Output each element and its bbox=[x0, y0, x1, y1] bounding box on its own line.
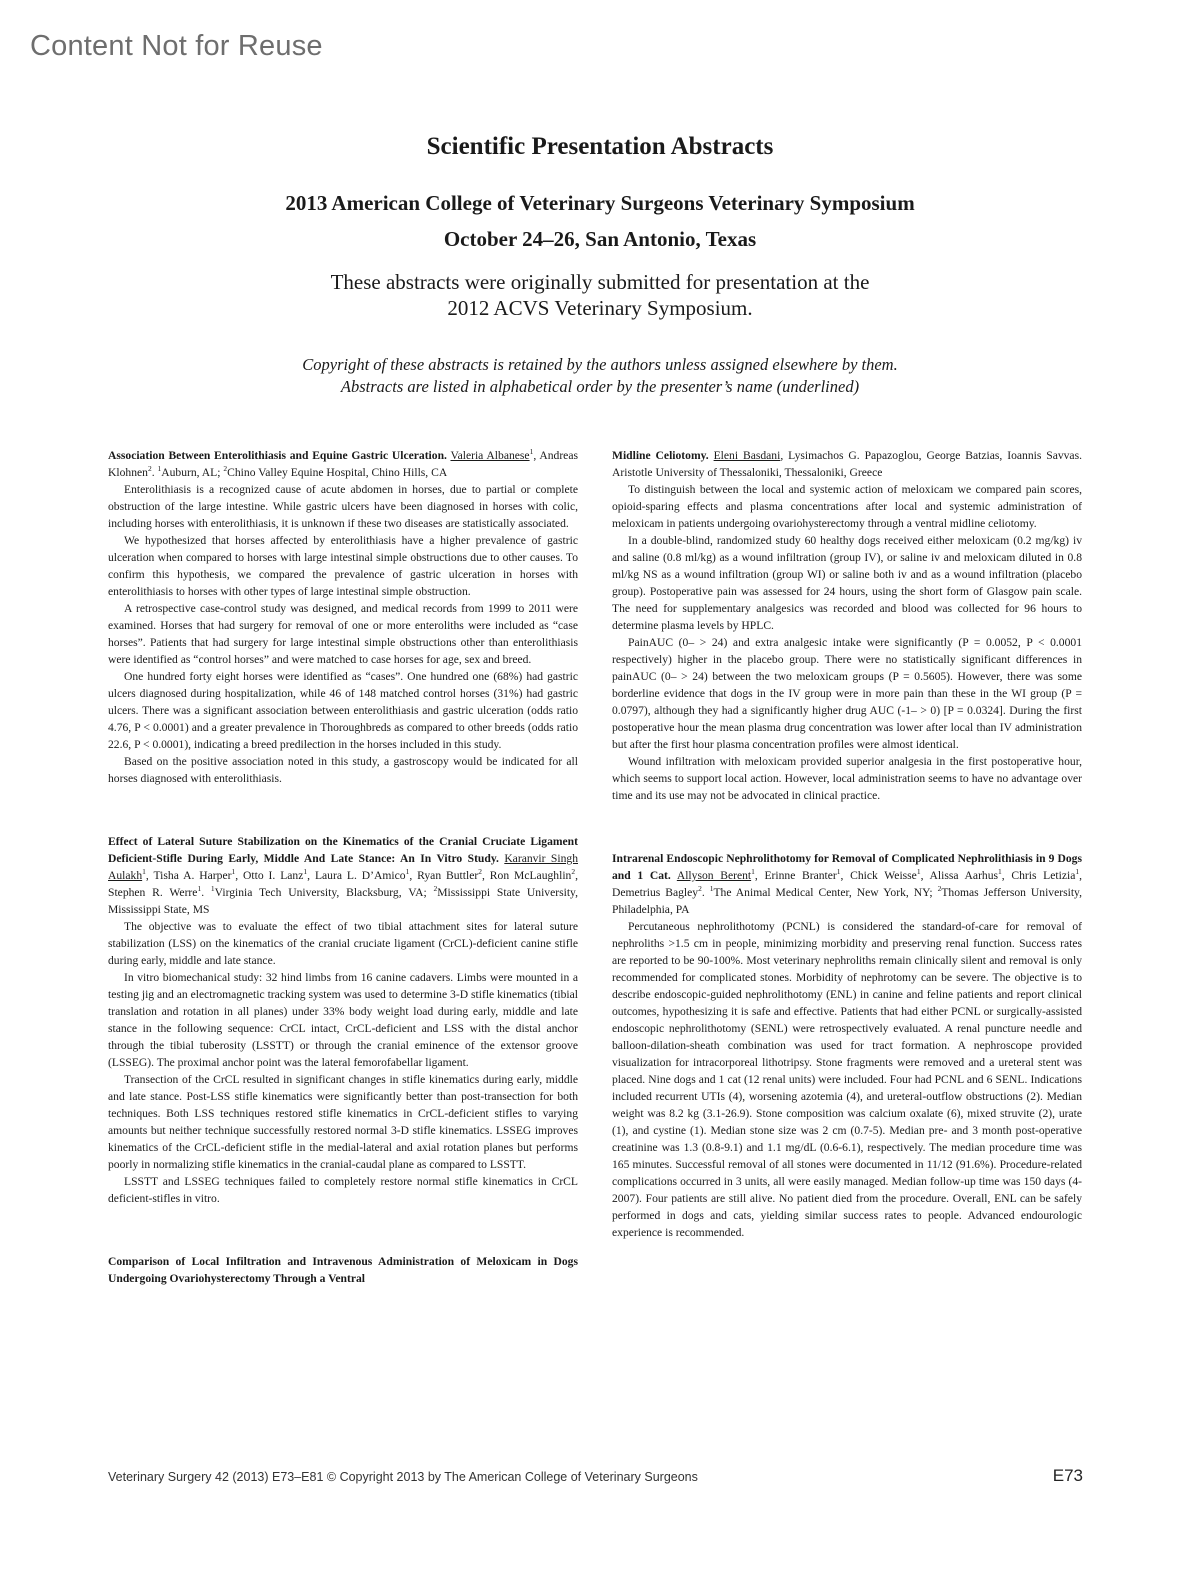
presenter-name: Allyson Berent bbox=[676, 869, 752, 882]
symposium-name: 2013 American College of Veterinary Surgeons Veterinary Symposium bbox=[285, 191, 915, 215]
right-column bbox=[612, 447, 1082, 1241]
symposium-date-location: October 24–26, San Antonio, Texas bbox=[443, 227, 757, 251]
affiliation-marker: 1 bbox=[916, 867, 921, 877]
journal-citation: Veterinary Surgery 42 (2013) E73–E81 © Copyright 2013 by The American College of Veterinary Surgeons bbox=[108, 1470, 698, 1484]
affiliation-marker: 1 bbox=[836, 867, 841, 877]
abstract-heading: Effect of Lateral Suture Stabilization on the Kinematics of the Cranial Cruciate Ligament Deficient-Stifle During Early, Middle And Late Stance: An In Vitro Study. Karanvir Singh Aulakh$^1$, Tisha A. Harper$^1$, Otto I. Lanz$^1$, Laura L. D’Amico$^1$, Ryan Buttler$^2$, Ron McLaughlin$^2$, Stephen R. Werre$^1$. $^1$Virginia Tech University, Blacksburg, VA; $^2$Mississippi State University, Mississippi State, MS bbox=[108, 835, 578, 916]
abstract-paragraph: Enterolithiasis is a recognized cause of acute abdomen in horses, due to partial or complete obstruction of the large intestine. While gastric ulcers have been diagnosed in horses with colic, including horses with enterolithiasis, it is unknown if these two diseases are statistically associated. bbox=[108, 483, 578, 530]
affiliation-marker: 1 bbox=[197, 884, 202, 894]
affiliation-marker: 2 bbox=[147, 464, 152, 474]
abstract-heading: Intrarenal Endoscopic Nephrolithotomy for Removal of Complicated Nephrolithiasis in 9 Dogs and 1 Cat. Allyson Berent$^1$, Erinne Branter$^1$, Chick Weisse$^1$, Alissa Aarhus$^1$, Chris Letizia$^1$, Demetrius Bagley$^2$. $^1$The Animal Medical Center, New York, NY; $^2$Thomas Jefferson University, Philadelphia, PA bbox=[612, 852, 1082, 916]
abstract-paragraph: To distinguish between the local and systemic action of meloxicam we compared pain scores, opioid-sparing effects and plasma concentrations after local and systemic administration of meloxicam in patients undergoing ovariohysterectomy through a ventral midline celiotomy. bbox=[612, 483, 1082, 530]
presenter-name: Karanvir Singh Aulakh bbox=[108, 852, 578, 882]
abstract-title: Association Between Enterolithiasis and Equine Gastric Ulceration. bbox=[108, 449, 447, 462]
affiliation: Virginia Tech University, Blacksburg, VA; bbox=[214, 886, 434, 899]
page-title: Scientific Presentation Abstracts bbox=[426, 133, 774, 160]
symposium-heading bbox=[0, 185, 1200, 257]
presenter-name: Eleni Basdani bbox=[713, 449, 781, 462]
page-footer bbox=[108, 1466, 1083, 1485]
author-name: , Demetrius Bagley bbox=[612, 869, 1082, 899]
affiliation-marker: 1 bbox=[157, 464, 162, 474]
affiliation-marker: 1 bbox=[709, 884, 714, 894]
abstract-paragraph: One hundred forty eight horses were identified as “cases”. One hundred one (68%) had gastric ulcers diagnosed during hospitalization, while 46 of 148 matched control horses (31%) had gastric ulcers. There was a significant association between enterolithiasis and gastric ulceration (odds ratio 4.76, P < 0.0001) and a greater prevalence in Thoroughbreds as compared to other breeds (odds ratio 22.6, P < 0.0001), indicating a breed predilection in the horses included in this study. bbox=[108, 670, 578, 751]
affiliation-marker: 1 bbox=[231, 867, 236, 877]
abstract-title-continued: Midline Celiotomy. bbox=[612, 449, 709, 462]
affiliation-marker: 2 bbox=[478, 867, 482, 877]
author-name: , Ron McLaughlin bbox=[481, 869, 572, 882]
watermark-text: Content Not for Reuse bbox=[30, 30, 323, 62]
abstract-paragraph: PainAUC (0– > 24) and extra analgesic intake were significantly (P = 0.0052, P < 0.0001 respectively) higher in the placebo group. There were no statistically significant differences in painAUC (0– > 24) between the two meloxicam groups (P = 0.5605). However, there was some borderline evidence that dogs in the IV group were in more pain than these in the WI group (P = 0.0797), although they had a significantly higher drug AUC (-1– > 0) [P = 0.0324]. During the first postoperative hour the mean plasma drug concentration was lower after local than IV administration but after the first hour plasma concentration profiles were almost identical. bbox=[612, 636, 1082, 751]
abstract-paragraph: We hypothesized that horses affected by enterolithiasis have a higher prevalence of gastric ulceration when compared to horses with large intestinal simple obstructions due to other causes. To confirm this hypothesis, we compared the prevalence of gastric ulceration in horses with enterolithiasis to horses with other types of large intestinal simple obstruction. bbox=[108, 534, 578, 598]
affiliation-marker: 1 bbox=[998, 867, 1002, 877]
abstract-paragraph: LSSTT and LSSEG techniques failed to completely restore normal stifle kinematics in CrCL deficient-stifles in vitro. bbox=[108, 1175, 578, 1205]
affiliation-marker: 1 bbox=[1075, 867, 1080, 877]
author-name: , Tisha A. Harper bbox=[145, 869, 232, 882]
left-column bbox=[108, 447, 578, 1287]
affiliation-marker: 2 bbox=[937, 884, 942, 894]
affiliation-marker: 1 bbox=[303, 867, 308, 877]
affiliation-marker: 1 bbox=[405, 867, 410, 877]
abstract-heading bbox=[612, 447, 1082, 481]
affiliation-marker: 1 bbox=[210, 884, 215, 894]
abstract-title: Effect of Lateral Suture Stabilization on the Kinematics of the Cranial Cruciate Ligament Deficient-Stifle During Early, Middle And Late Stance: An In Vitro Study. bbox=[108, 835, 578, 865]
author-name: , Stephen R. Werre bbox=[108, 869, 578, 899]
affiliation: The Animal Medical Center, New York, NY; bbox=[713, 886, 938, 899]
author-name: , Erinne Branter bbox=[754, 869, 837, 882]
abstract-paragraph: Wound infiltration with meloxicam provided superior analgesia in the first postoperative hour, which seems to support local action. However, local administration seems to have no advantage over time and its use may not be advocated in clinical practice. bbox=[612, 755, 1082, 802]
abstract-paragraph: In a double-blind, randomized study 60 healthy dogs received either meloxicam (0.2 mg/kg) iv and saline (0.8 ml/kg) as a wound infiltration (group IV), or saline iv and meloxicam diluted in 0.8 ml/kg NS as a wound infiltration (group WI) or saline both iv and as a wound infiltration (placebo group). Postoperative pain was assessed for 24 hours, using the short form of Glasgow pain scale. The need for supplementary analgesics was recorded and blood was collected for 96 hours to determine plasma levels by HPLC. bbox=[612, 534, 1082, 632]
author-name: , Chris Letizia bbox=[1001, 869, 1076, 882]
affiliation-marker: 2 bbox=[223, 464, 228, 474]
abstract-paragraph: A retrospective case-control study was designed, and medical records from 1999 to 2011 were examined. Horses that had surgery for removal of one or more enteroliths were included as “case horses”. Patients that had surgery for large intestinal simple obstructions other than enterolithiasis were identified as “control horses” and were matched to case horses for age, sex and breed. bbox=[108, 602, 578, 666]
abstract-title: Comparison of Local Infiltration and Intravenous Administration of Meloxicam in Dogs Undergoing Ovariohysterectomy Through a Ventral bbox=[108, 1255, 578, 1285]
abstract-heading: Association Between Enterolithiasis and Equine Gastric Ulceration. Valeria Albanese$^1$, Andreas Klohnen$^2$. $^1$Auburn, AL; $^2$Chino Valley Equine Hospital, Chino Hills, CA bbox=[108, 447, 578, 479]
copyright-line2: Abstracts are listed in alphabetical order by the presenter’s name (underlined) bbox=[340, 377, 860, 396]
abstract-lateral-suture bbox=[108, 833, 578, 1207]
author-name: , Laura L. D’Amico bbox=[307, 869, 406, 882]
abstract-title: Intrarenal Endoscopic Nephrolithotomy for Removal of Complicated Nephrolithiasis in 9 Dogs and 1 Cat. bbox=[612, 852, 1082, 882]
author-list: , Lysimachos G. Papazoglou, George Batzias, Ioannis Savvas. Aristotle University of Thessaloniki, Thessaloniki, Greece bbox=[612, 449, 1082, 479]
affiliation: Auburn, AL; bbox=[161, 466, 224, 479]
submission-note-line1: These abstracts were originally submitted for presentation at the bbox=[330, 270, 870, 294]
page-number: E73 bbox=[1052, 1466, 1083, 1485]
author-name: , Alissa Aarhus bbox=[920, 869, 999, 882]
affiliation: Thomas Jefferson University, Philadelphia, PA bbox=[612, 886, 1082, 916]
abstract-paragraph: Transection of the CrCL resulted in significant changes in stifle kinematics during early, middle and late stance. Post-LSS stifle kinematics were significantly better than post-transection for both techniques. Both LSS techniques restored stifle kinematics in CrCL-deficient stifles to varying amounts but neither technique successfully restored normal 3-D stifle kinematics. LSSEG improves kinematics of the CrCL-deficient stifle in the medial-lateral and axial rotation planes but performs poorly in normalizing stifle kinematics in the cranial-caudal plane as compared to LSSTT. bbox=[108, 1073, 578, 1171]
affiliation-marker: 1 bbox=[529, 447, 534, 457]
copyright-notice bbox=[0, 354, 1200, 398]
presenter-name: Valeria Albanese bbox=[450, 449, 530, 462]
affiliation-marker: 2 bbox=[698, 884, 702, 894]
affiliation-marker: 2 bbox=[571, 867, 576, 877]
abstract-paragraph: The objective was to evaluate the effect of two tibial attachment sites for lateral suture stabilization (LSS) on the kinematics of the cranial cruciate ligament (CrCL)-deficient canine stifle during early, middle and late stance. bbox=[108, 920, 578, 967]
affiliation: Chino Valley Equine Hospital, Chino Hills, CA bbox=[227, 466, 448, 479]
author-name: , Ryan Buttler bbox=[409, 869, 479, 882]
author-name: , Chick Weisse bbox=[840, 869, 917, 882]
affiliation-marker: 1 bbox=[142, 867, 146, 877]
submission-note bbox=[0, 269, 1200, 321]
author-name: , Andreas Klohnen bbox=[108, 449, 578, 479]
author-name: , Otto I. Lanz bbox=[235, 869, 304, 882]
abstract-nephrolithotomy bbox=[612, 850, 1082, 1241]
abstract-paragraph: In vitro biomechanical study: 32 hind limbs from 16 canine cadavers. Limbs were mounted in a testing jig and an electromagnetic tracking system was used to determine 3-D stifle kinematics (tibial translation and rotation in all planes) under 33% body weight load during early, middle and late stance in the following sequence: CrCL intact, CrCL-deficient and LSS with the distal anchor through the tibial tuberosity (LSSTT) or through the cranial eminence of the extensor groove (LSSEG). The proximal anchor point was the lateral femorofabellar ligament. bbox=[108, 971, 578, 1069]
affiliation-marker: 2 bbox=[433, 884, 438, 894]
abstract-paragraph: Percutaneous nephrolithotomy (PCNL) is considered the standard-of-care for removal of nephroliths >1.5 cm in people, minimizing morbidity and preserving renal function. Success rates are reported to be 90-100%. Most veterinary nephroliths remain clinically silent and removal is only recommended for complicated stones. Morbidity of nephrotomy can be severe. The objective is to describe endoscopic-guided nephrolithotomy (ENL) in canine and feline patients and report clinical outcomes, hypothesizing it is safe and effective. Patients that had either PCNL or surgically-assisted endoscopic nephrolithotomy (SENL) were retrospectively evaluated. A renal puncture needle and balloon-dilation-sheath combination was used for tract formation. A nephroscope provided visualization for intracorporeal lithotripsy. Stone fragments were removed and a ureteral stent was placed. Nine dogs and 1 cat (12 renal units) were included. Four had PCNL and 6 SENL. Indications included recurrent UTIs (4), worsening azotemia (4), and ureteral-outflow obstructions (2). Median weight was 8.2 kg (3.1-26.9). Stone composition was calcium oxalate (6), mixed struvite (2), urate (1), and cystine (1). Median stone size was 2 cm (0.7-5). Median pre- and 3 month post-operative creatinine was 1.3 (0.8-9.1) and 1.1 mg/dL (0.6-6.1), respectively. The median procedure time was 165 minutes. Successful removal of all stones were documented in 11/12 (91.6%). Procedure-related complications occurred in 3 units, all were easily managed. Median follow-up time was 150 days (4-2007). Four patients are still alive. No patient died from the procedure. Overall, ENL can be safely performed in dogs and cats, yielding similar success rates to people. Advanced endourologic experience is recommended. bbox=[612, 920, 1082, 1239]
affiliation: Mississippi State University, Mississippi State, MS bbox=[108, 886, 578, 916]
submission-note-line2: 2012 ACVS Veterinary Symposium. bbox=[447, 296, 753, 320]
copyright-line1: Copyright of these abstracts is retained by the authors unless assigned elsewhere by them. bbox=[302, 355, 898, 374]
abstract-paragraph: Based on the positive association noted in this study, a gastroscopy would be indicated for all horses diagnosed with enterolithiasis. bbox=[108, 755, 578, 785]
abstract-enterolithiasis bbox=[108, 447, 578, 787]
abstract-meloxicam-continued bbox=[612, 447, 1082, 804]
affiliation-marker: 1 bbox=[751, 867, 755, 877]
abstract-meloxicam-start bbox=[108, 1253, 578, 1287]
